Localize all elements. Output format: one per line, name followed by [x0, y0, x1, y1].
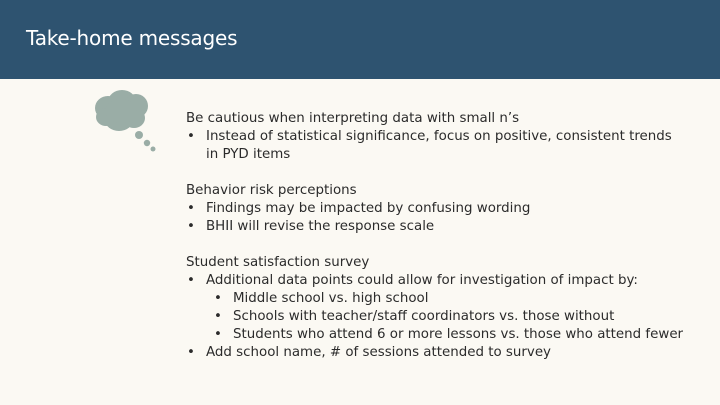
- sub-bullet-item: • Students who attend 6 or more lessons vs. those who attend fewer: [186, 326, 686, 344]
- bullet-list: [186, 344, 686, 362]
- bullet-item: • Instead of statistical significance, focus on positive, consistent trends in PYD items: [186, 128, 686, 164]
- sub-bullet-list: [186, 290, 686, 344]
- thought-bubble-icon: [92, 88, 166, 154]
- title-bar: [0, 0, 720, 79]
- bullet-list: [186, 128, 686, 164]
- section-student-satisfaction: [186, 254, 686, 362]
- slide-title: Take-home messages: [26, 26, 238, 50]
- section-small-n: [186, 110, 686, 164]
- sub-bullet-item: • Schools with teacher/staff coordinators vs. those without: [186, 308, 686, 326]
- section-heading: Student satisfaction survey: [186, 255, 370, 270]
- bullet-item: • BHII will revise the response scale: [186, 218, 686, 236]
- bullet-list: [186, 200, 686, 236]
- section-heading: Be cautious when interpreting data with small n’s: [186, 111, 520, 126]
- section-behavior-risk: [186, 182, 686, 236]
- section-heading: Behavior risk perceptions: [186, 183, 357, 198]
- slide-content: [186, 110, 686, 380]
- sub-bullet-item: • Middle school vs. high school: [186, 290, 686, 308]
- bullet-item: • Additional data points could allow for investigation of impact by:: [186, 272, 686, 290]
- bullet-item: • Findings may be impacted by confusing wording: [186, 200, 686, 218]
- bullet-item: • Add school name, # of sessions attended to survey: [186, 344, 686, 362]
- bullet-list: [186, 272, 686, 290]
